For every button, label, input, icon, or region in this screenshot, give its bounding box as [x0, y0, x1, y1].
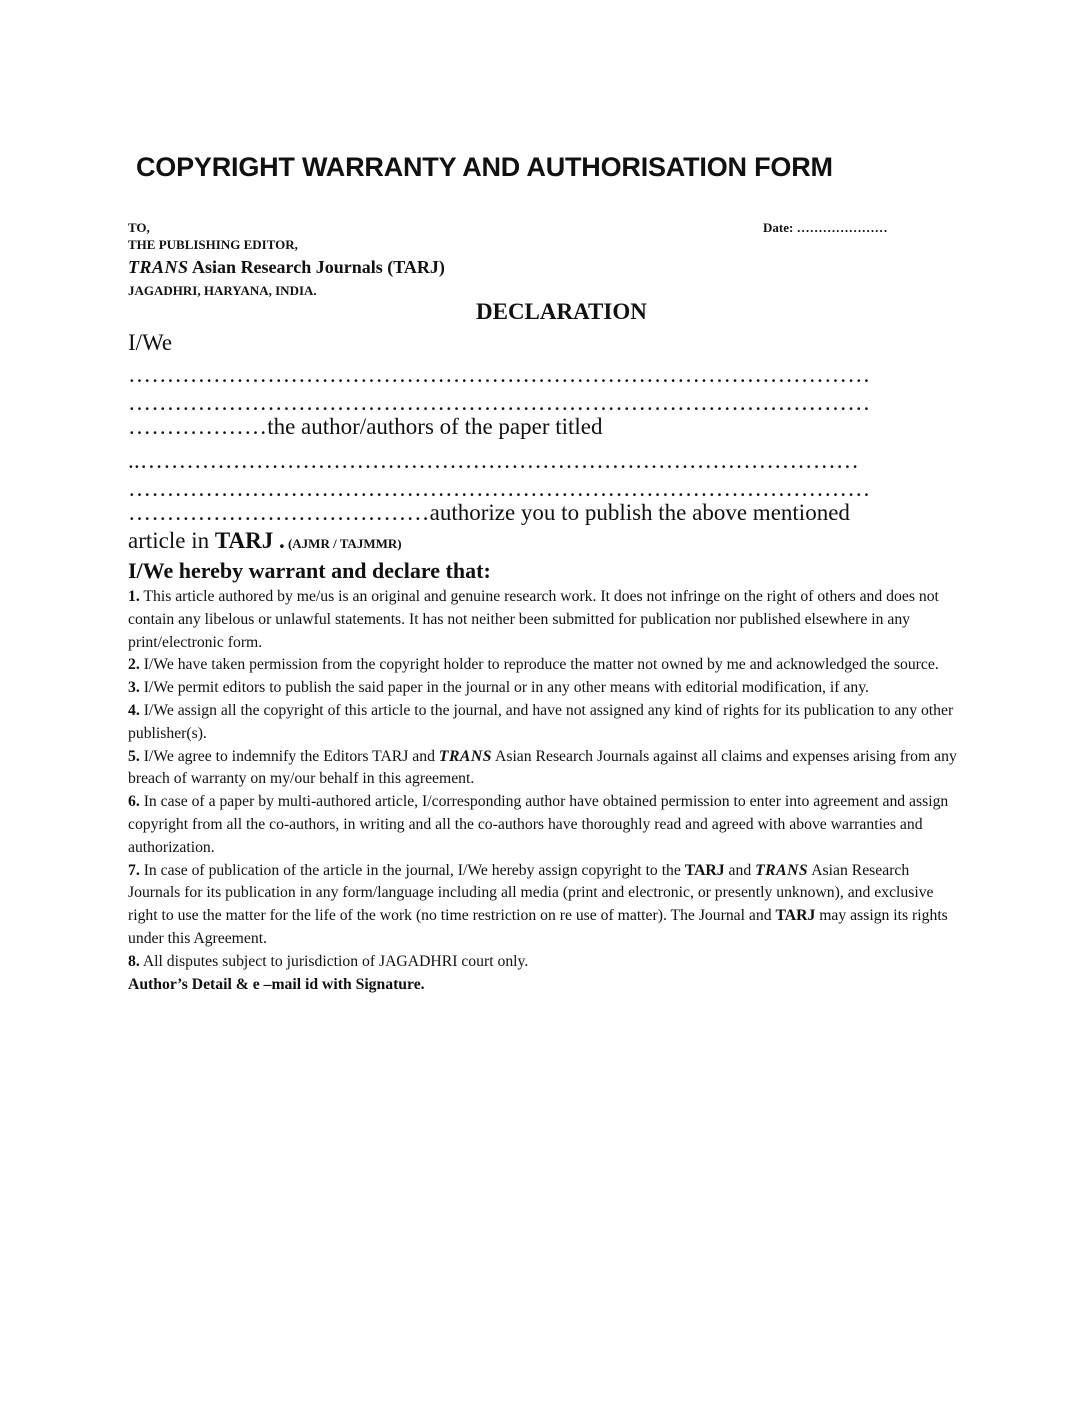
warrant-heading: I/We hereby warrant and declare that: [128, 558, 491, 583]
declaration-author-text: the author/authors of the paper titled [267, 414, 603, 439]
declaration-authorize-text: authorize you to publish the above mentioned [429, 500, 850, 525]
address-to: TO, [128, 220, 150, 235]
address-editor: THE PUBLISHING EDITOR, [128, 237, 298, 252]
clause-number: 7. [128, 861, 140, 879]
clause-text: may assign its rights under this Agreement. [128, 907, 948, 947]
clause-3 [128, 677, 958, 700]
clause-number: 6. [128, 793, 140, 811]
address-location: JAGADHRI, HARYANA, INDIA. [128, 283, 317, 298]
declaration-author-line [128, 414, 603, 440]
trans-logo-text: TRANS [438, 747, 492, 765]
clause-list [128, 586, 958, 996]
clause-8 [128, 951, 958, 974]
form-title: COPYRIGHT WARRANTY AND AUTHORISATION FORM [136, 152, 833, 182]
clause-number: 1. [128, 588, 140, 605]
clause-text: I/We have taken permission from the copyright holder to reproduce the matter not owned by me and acknowledged the source. [139, 656, 939, 674]
declaration-authorize-line [128, 500, 850, 526]
clause-text: All disputes subject to jurisdiction of JAGADHRI court only. [139, 952, 529, 970]
clause-1 [128, 586, 958, 654]
clause-text: This article authored by me/us is an original and genuine research work. It does not infringe on the right of others and does not contain any libelous or unlawful statements. It has not neither been submitted for publication nor published elsewhere in any print/electronic form. [128, 588, 939, 651]
declaration-journal-abbr: (AJMR / TAJMMR) [284, 536, 402, 551]
declaration-dots-line-2: …………………………………………………………………………………… [128, 390, 871, 415]
declaration-article-in: article in [128, 528, 215, 553]
clause-text: Asian Research Journals against all claims and expenses arising from any breach of warranty on my/our behalf in this agreement. [128, 747, 957, 788]
address-journal [128, 257, 445, 278]
trans-logo-text: TRANS [755, 861, 809, 879]
clause-6 [128, 791, 958, 859]
tarj-term: TARJ [684, 861, 725, 879]
declaration-dots-short-1: ……………… [128, 414, 268, 439]
clause-4 [128, 700, 958, 746]
clause-text: In case of a paper by multi-authored article, I/corresponding author have obtained permission to enter into agreement and assign copyright from all the co-authors, in writing and all the co-authors have thoroughly read and agreed with above warranties and authorization. [128, 793, 949, 856]
declaration-iwe: I/We [128, 330, 173, 355]
declaration-dots-short-2: ………………………………… [128, 500, 430, 525]
clause-text: I/We agree to indemnify the Editors TARJ and [139, 747, 439, 765]
declaration-dots-line-1: …………………………………………………………………………………… [128, 362, 871, 387]
clause-5 [128, 746, 958, 792]
clause-2 [128, 654, 958, 677]
clause-number: 2. [128, 656, 140, 674]
declaration-dots-line-3: ..………………………………………………………………………………… [128, 448, 860, 473]
declaration-article-line [128, 528, 402, 554]
signature-line: Author’s Detail & e –mail id with Signature. [128, 975, 425, 993]
clause-text: I/We assign all the copyright of this article to the journal, and have not assigned any kind of rights for its publication to any other publisher(s). [128, 701, 954, 742]
tarj-term: TARJ [775, 907, 816, 925]
clause-7 [128, 860, 958, 951]
clause-text: I/We permit editors to publish the said paper in the journal or in any other means with editorial modification, if any. [139, 679, 869, 697]
declaration-dots-line-4: …………………………………………………………………………………… [128, 476, 871, 501]
clause-text: Asian Research Journals for its publication in any form/language including all media (print and electronic, or presently unknown), and exclusive right to use the matter for the life of the work (no time restriction on re use of matter). The Journal and [128, 861, 934, 925]
declaration-heading: DECLARATION [476, 299, 647, 324]
clause-number: 5. [128, 747, 140, 765]
clause-text: In case of publication of the article in the journal, I/We hereby assign copyright to the [139, 861, 685, 879]
date-field: Date: ………………… [763, 220, 888, 235]
clause-number: 4. [128, 701, 140, 719]
journal-name: Asian Research Journals (TARJ) [192, 257, 445, 277]
clause-number: 3. [128, 679, 140, 697]
trans-logo-text: TRANS [128, 257, 189, 277]
clause-text: and [724, 861, 756, 879]
clause-number: 8. [128, 952, 140, 970]
declaration-tarj: TARJ . [214, 528, 285, 553]
